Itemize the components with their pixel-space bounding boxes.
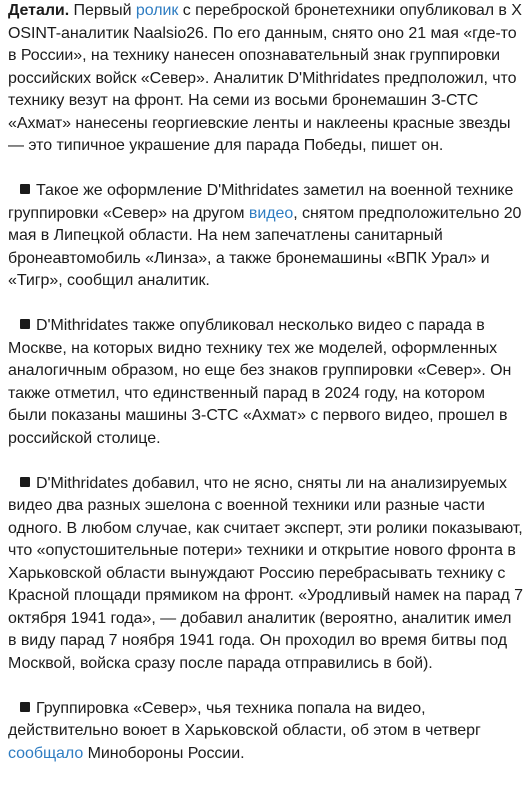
paragraph-text: Группировка «Север», чья техника попала на видео, действительно воюет в Харьковской области, об этом в четверг (8, 699, 481, 739)
paragraph-analysis (8, 473, 523, 676)
details-lead: Детали. (8, 2, 70, 19)
paragraph-kharkiv (8, 698, 523, 766)
paragraph-text: Первый (69, 2, 136, 19)
paragraph-details (8, 0, 523, 158)
mod-report-link[interactable]: сообщало (8, 744, 84, 762)
paragraph-text: Такое же оформление D'Mithridates заметил на военной технике группировки «Север» на другом (8, 182, 514, 222)
paragraph-text: с переброской бронетехники опубликовал в X OSINT-аналитик Naalsio26. По его данным, снято оно 21 мая «где-то в России», на технику нанесен опознавательный знак группировки российских войск «Север». Аналитик D'Mithridates предположил, что технику везут на фронт. На семи из восьми бронемашин З-СТС «Ахмат» нанесены георгиевские ленты и наклеены красные звезды — это типичное украшение для парада Победы, пишет он. (8, 2, 522, 154)
paragraph-text: Минобороны России. (83, 744, 245, 762)
square-bullet-icon (20, 184, 30, 194)
square-bullet-icon (20, 702, 30, 712)
square-bullet-icon (20, 477, 30, 487)
paragraph-text: D'Mithridates добавил, что не ясно, сняты ли на анализируемых видео два разных эшелона с военной техники или разные части одного. В любом случае, как считает эксперт, эти ролики показывают, что «опустошительные потери» техники и открытие нового фронта в Харьковской области вынуждают Россию перебрасывать технику с Красной площади прямиком на фронт. «Уродливый намек на парад 7 октября 1941 года», — добавил аналитик (вероятно, аналитик имел в виду парад 7 ноября 1941 года. Он проходил во время битвы под Москвой, войска сразу после парада отправились в бой). (8, 474, 524, 672)
video-link-second[interactable]: видео (248, 204, 294, 222)
paragraph-parade-videos (8, 315, 523, 450)
square-bullet-icon (20, 319, 30, 329)
paragraph-text: D'Mithridates также опубликовал несколько видео с парада в Москве, на которых видно технику тех же моделей, оформленных аналогичным образом, но еще без знаков группировки «Север». Он также отметил, что единственный парад в 2024 году, на котором были показаны машины З-СТС «Ахмат» с первого видео, прошел в российской столице. (8, 317, 512, 447)
video-link-first[interactable]: ролик (135, 2, 179, 19)
paragraph-second-video (8, 180, 523, 293)
paragraph-text: , снятом предположительно 20 мая в Липецкой области. На нем запечатлены санитарный бронеавтомобиль «Линза», а также бронемашины «ВПК Урал» и «Тигр», сообщил аналитик. (8, 204, 522, 289)
